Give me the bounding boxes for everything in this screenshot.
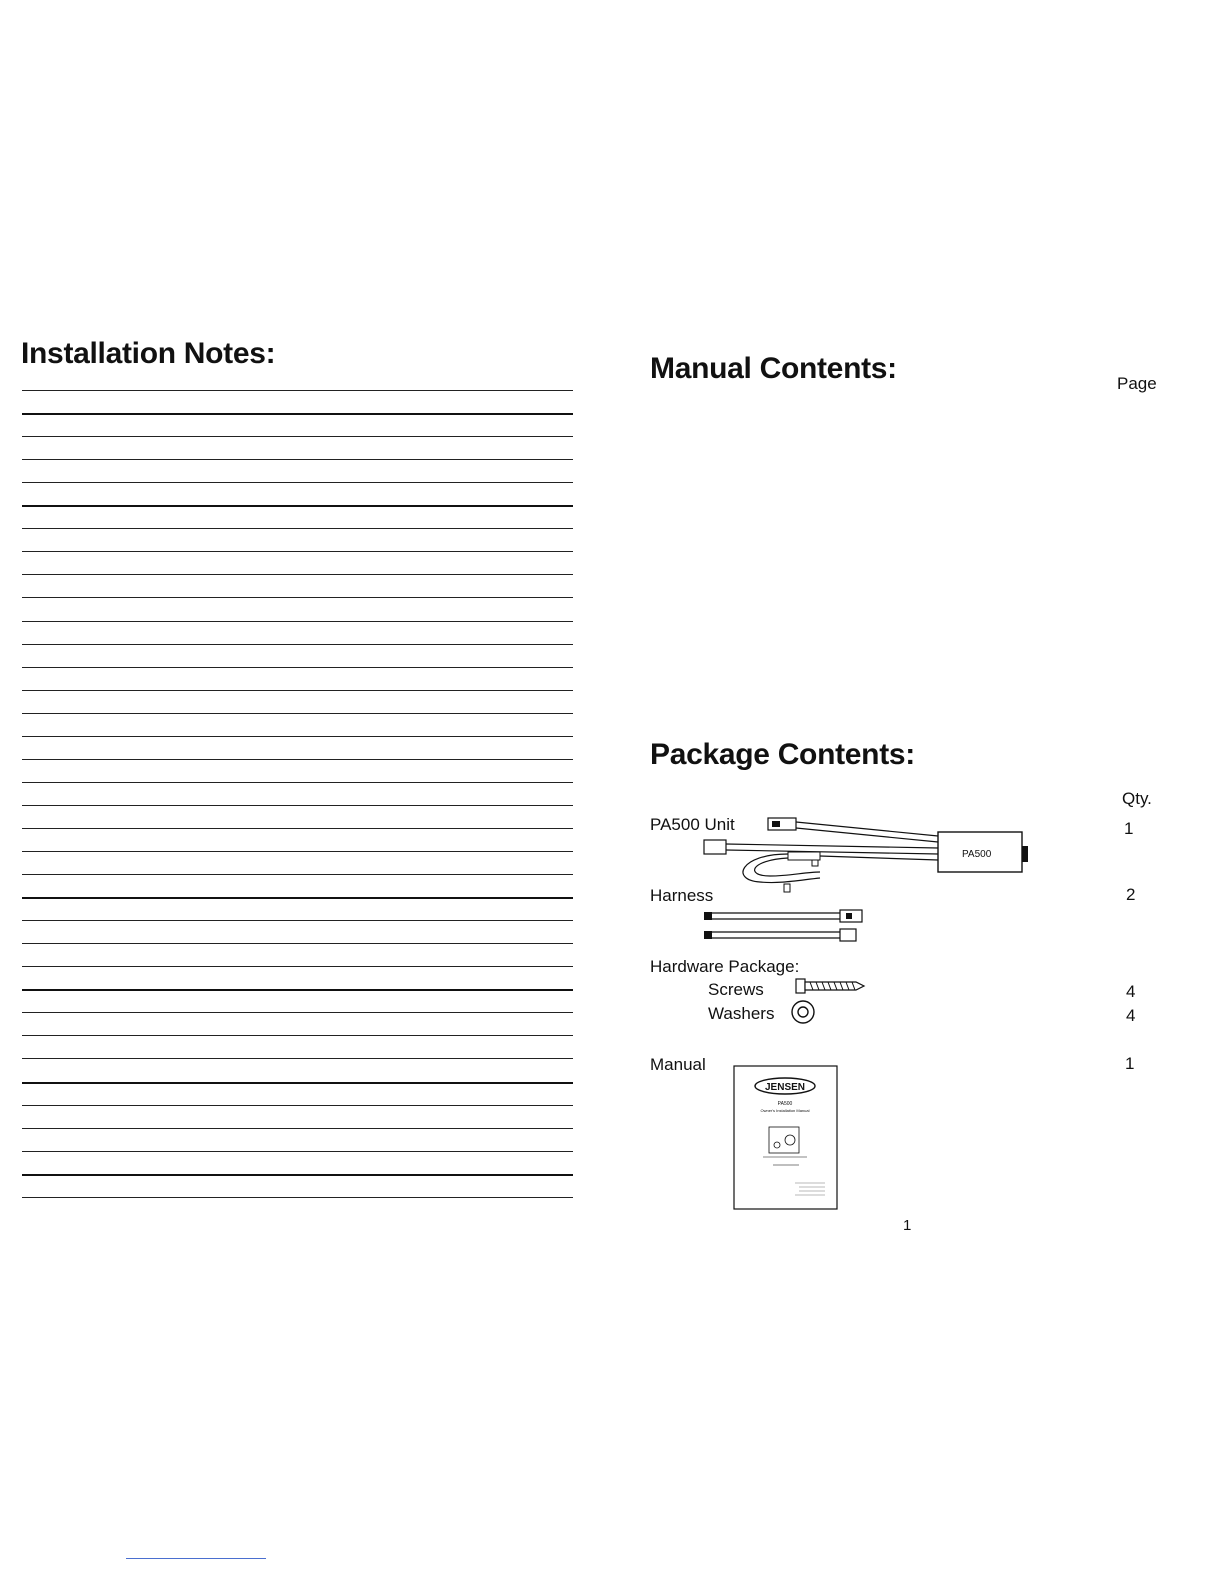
note-line (22, 690, 573, 691)
item-washers-qty: 4 (1126, 1006, 1136, 1025)
note-line (22, 851, 573, 852)
qty-column-header: Qty. (1122, 789, 1152, 808)
note-line (22, 736, 573, 737)
note-line (22, 713, 573, 714)
package-contents-title: Package Contents: (650, 738, 915, 771)
page-column-header: Page (1117, 374, 1157, 393)
note-line (22, 828, 573, 829)
harness-illustration (700, 906, 875, 946)
item-manual-qty: 1 (1125, 1054, 1135, 1073)
item-pa500-unit-label: PA500 Unit (650, 815, 735, 834)
note-line (22, 505, 573, 507)
washer-icon (790, 999, 816, 1025)
item-manual-label: Manual (650, 1055, 706, 1074)
note-line (22, 574, 573, 575)
manual-contents-title: Manual Contents: (650, 352, 897, 385)
note-line (22, 920, 573, 921)
note-line (22, 782, 573, 783)
note-line (22, 897, 573, 899)
bottom-link-underline (126, 1558, 266, 1559)
note-line (22, 436, 573, 437)
note-line (22, 413, 573, 415)
note-line (22, 482, 573, 483)
item-hardware-package-label: Hardware Package: (650, 957, 800, 976)
note-line (22, 528, 573, 529)
item-screws-label: Screws (708, 980, 764, 999)
note-line (22, 966, 573, 967)
pa500-unit-illustration (700, 810, 1040, 895)
item-screws-qty: 4 (1126, 982, 1136, 1001)
note-line (22, 1105, 573, 1106)
note-line (22, 459, 573, 460)
note-line (22, 621, 573, 622)
note-line (22, 644, 573, 645)
manual-cover-illustration (733, 1065, 839, 1211)
page-number: 1 (903, 1217, 912, 1234)
manual-cover-subtitle: Owner's Installation Manual (760, 1108, 810, 1113)
item-washers-label: Washers (708, 1004, 775, 1023)
item-harness-qty: 2 (1126, 885, 1136, 904)
screw-icon (794, 976, 866, 998)
note-line (22, 1128, 573, 1129)
pa500-unit-box-label: PA500 (962, 849, 992, 860)
note-line (22, 390, 573, 391)
note-line (22, 759, 573, 760)
note-line (22, 1082, 573, 1084)
note-line (22, 943, 573, 944)
note-line (22, 667, 573, 668)
note-line (22, 1058, 573, 1059)
note-line (22, 1151, 573, 1152)
note-line (22, 805, 573, 806)
note-line (22, 989, 573, 991)
manual-cover-brand: JENSEN (764, 1082, 806, 1093)
manual-cover-model: PA500 (777, 1101, 793, 1107)
item-harness-label: Harness (650, 886, 714, 905)
item-pa500-unit-qty: 1 (1124, 819, 1134, 838)
installation-notes-title: Installation Notes: (21, 337, 276, 370)
note-line (22, 1174, 573, 1176)
note-line (22, 1012, 573, 1013)
note-line (22, 874, 573, 875)
note-line (22, 1035, 573, 1036)
note-line (22, 551, 573, 552)
note-line (22, 1197, 573, 1198)
note-line (22, 597, 573, 598)
